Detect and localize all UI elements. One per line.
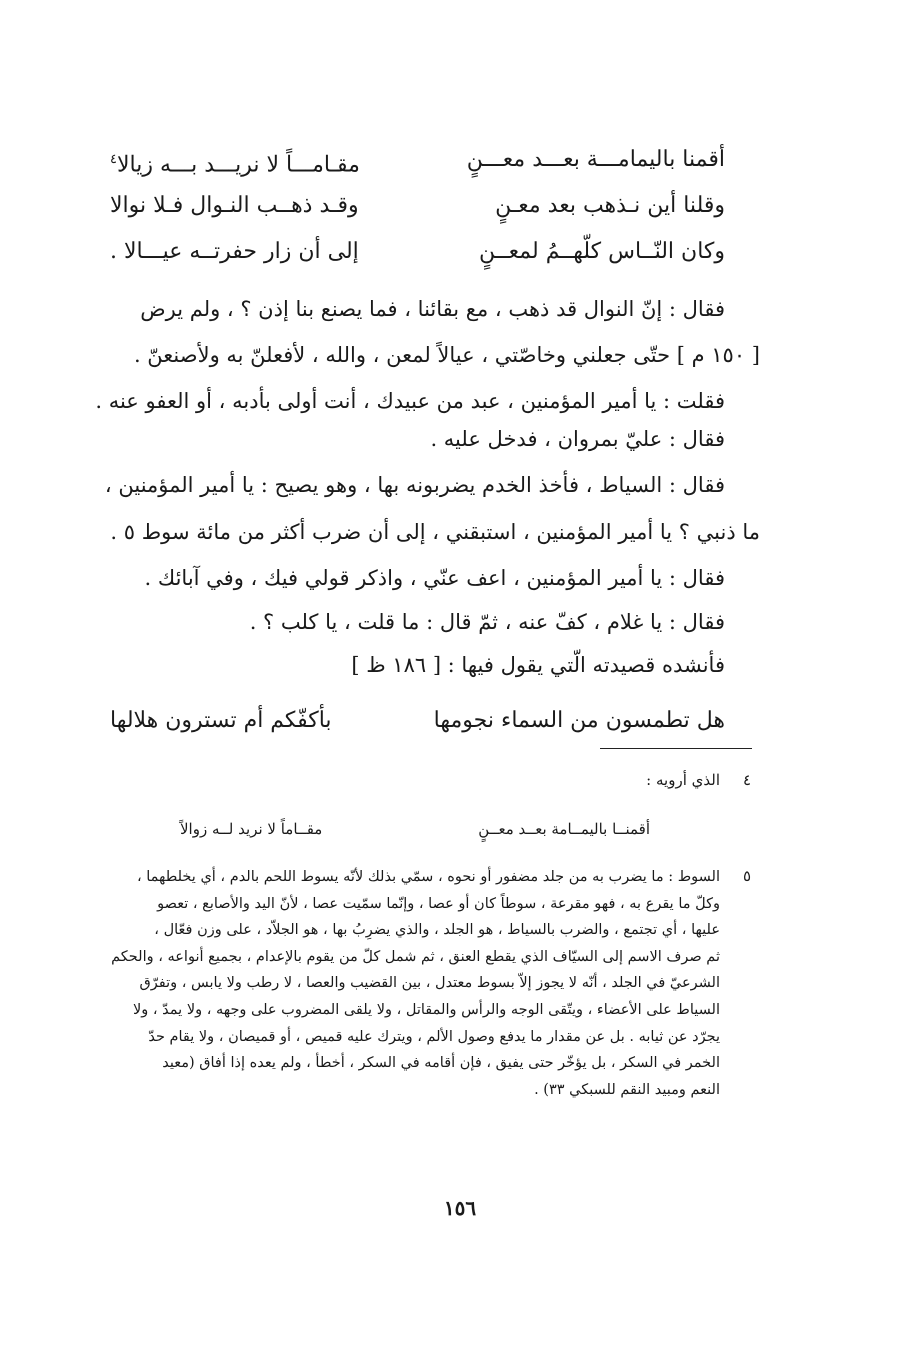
footnote-line: يجرّد عن ثيابه . بل عن مقدار ما يدفع وصول الألم ، ويترك عليه قميص ، أو قميصان ، ولا يقام حدّ — [148, 1028, 720, 1045]
verse-hemistich-second: بأكفّكم أم تسترون هلالها — [110, 708, 332, 733]
footnote-line: الخمر في السكر ، بل يؤخّر حتى يفيق ، فإن أقامه في السكر ، أخطأ ، ولم يعده إذا أفاق (معيد — [162, 1055, 720, 1072]
prose-line: فقلت : يا أمير المؤمنين ، عبد من عبيدك ، أنت أولى بأدبه ، أو العفو عنه . — [95, 389, 725, 413]
footnote-verse-second: مقــاماً لا نريد لــه زوالاً — [180, 820, 323, 838]
footnote-line: الشرعيّ في الجلد ، أنّه لا يجوز إلاّ بسوط معتدل ، بين القضيب والعصا ، لا رطب ولا يابس ، وتفرّق — [139, 975, 720, 992]
footnote-4-number: ٤ — [743, 771, 752, 789]
footnote-line: السوط : ما يضرب به من جلد مضفور أو نحوه ، سمّي بذلك لأنّه يسوط اللحم بالدم ، أي يخلطهما ، — [136, 869, 720, 885]
prose-line: فقال : عليّ بمروان ، فدخل عليه . — [430, 427, 725, 451]
footnote-marker: ٤ — [110, 152, 117, 167]
prose-line: فأنشده قصيدته الّتي يقول فيها : [ ١٨٦ ظ ] — [351, 653, 725, 677]
verse-hemistich-second-text: مقـامـــاً لا نريـــد بـــه زيالا — [116, 152, 360, 178]
prose-line: فقال : إنّ النوال قد ذهب ، مع بقائنا ، فما يصنع بنا إذن ؟ ، ولم يرض — [140, 297, 725, 321]
verse-line-1 — [110, 140, 725, 180]
footnote-4-intro: الذي أرويه : — [646, 771, 720, 789]
verse-line-2 — [110, 186, 725, 226]
page-number: ١٥٦ — [443, 1196, 477, 1220]
footnote-line: النعم ومبيد النقم للسبكي ٣٣) . — [534, 1081, 720, 1098]
prose-line: فقال : يا غلام ، كفّ عنه ، ثمّ قال : ما قلت ، يا كلب ؟ . — [249, 610, 725, 634]
verse-hemistich-second: وقـد ذهــب النـوال فـلا نوالا — [110, 193, 359, 218]
footnote-line: ثم صرف الاسم إلى السيّاف الذي يقطع العنق ، ثم شمل كلّ من يقوم بالإعدام ، بجميع أنواعه ، والحكم — [111, 948, 720, 965]
verse-line-3 — [110, 232, 725, 272]
footnote-5-number: ٥ — [743, 867, 752, 885]
prose-line: فقال : السياط ، فأخذ الخدم يضربونه بها ، وهو يصيح : يا أمير المؤمنين ، — [104, 473, 725, 497]
verse-hemistich-second — [110, 140, 360, 185]
verse-hemistich-first: هل تطمسون من السماء نجومها — [433, 708, 725, 733]
footnote-separator — [600, 748, 752, 749]
prose-line: فقال : يا أمير المؤمنين ، اعف عنّي ، واذكر قولي فيك ، وفي آبائك . — [144, 566, 725, 590]
footnote-line: وكلّ ما يقرع به ، فهو مقرعة ، سوطاً كان أو عصا ، وإنّما سمّيت عصا ، لأنّ اليد والأصابع ، تعصو — [157, 895, 720, 912]
verse-line-final — [110, 701, 725, 741]
verse-hemistich-first: وقلنا أين نـذهب بعد معـنٍ — [495, 193, 725, 218]
verse-hemistich-second: إلى أن زار حفرتــه عيـــالا . — [110, 239, 359, 264]
footnote-verse-first: أقمنــا باليمــامة بعــد معــنٍ — [478, 820, 650, 838]
prose-line: [ ١٥٠ م ] حتّى جعلني وخاصّتي ، عيالاً لمعن ، والله ، لأفعلنّ به ولأصنعنّ . — [133, 343, 760, 367]
footnote-4-verse — [180, 817, 650, 841]
verse-hemistich-first: أقمنا باليمامـــة بعـــد معـــنٍ — [466, 147, 725, 172]
prose-line: ما ذنبي ؟ يا أمير المؤمنين ، استبقني ، إلى أن ضرب أكثر من مائة سوط ٥ . — [110, 520, 760, 544]
footnote-5-body — [105, 864, 720, 1103]
verse-hemistich-first: وكان النّــاس كلّهــمُ لمعــنٍ — [479, 239, 725, 264]
footnote-line: السياط على الأعضاء ، ويتّقى الوجه والرأس والمقاتل ، ولا يلقى المضروب على وجهه ، ولا يمدّ ، ولا — [133, 1001, 720, 1018]
footnote-line: عليها ، أي تجتمع ، والضرب بالسياط ، هو الجلد ، والذي يضرِبُ بها ، هو الجلاّد ، على وزن فعّال ، — [154, 922, 720, 939]
